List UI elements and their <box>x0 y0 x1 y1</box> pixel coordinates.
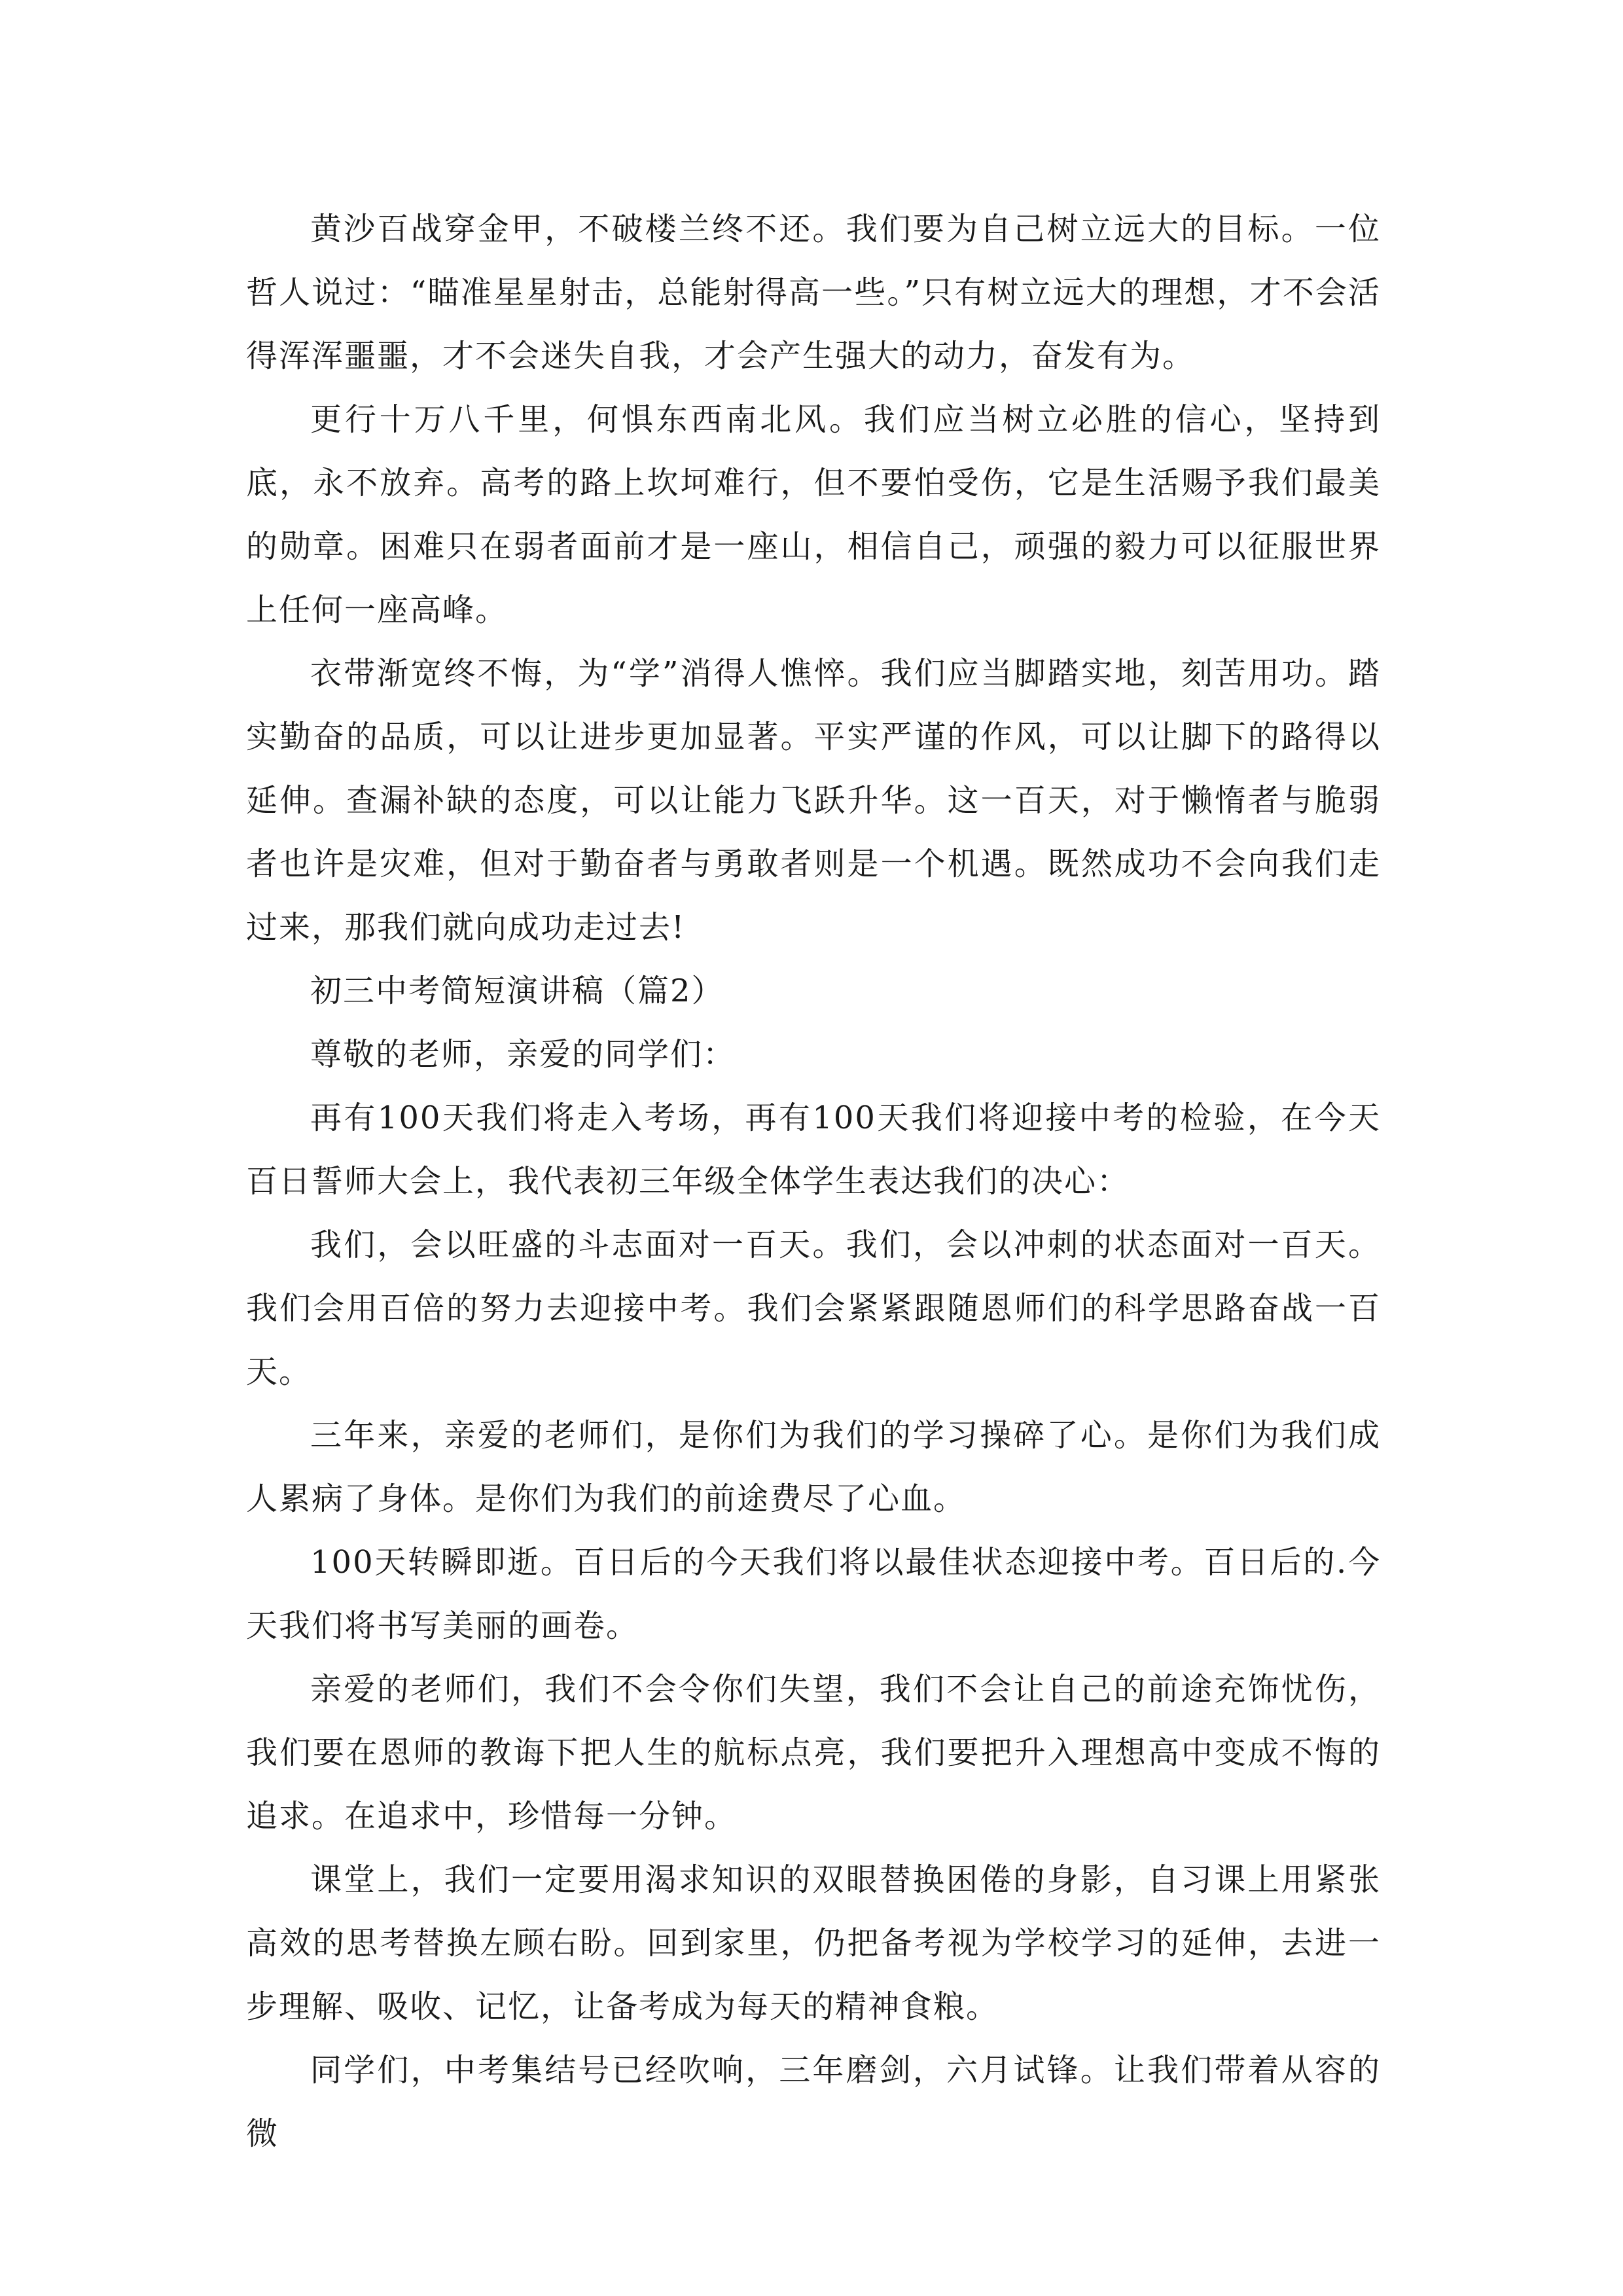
paragraph-6: 三年来，亲爱的老师们，是你们为我们的学习操碎了心。是你们为我们成人累病了身体。是你们为我们的前途费尽了心血。 <box>246 1417 1381 1517</box>
paragraph-4: 再有100天我们将走入考场，再有100天我们将迎接中考的检验，在今天百日誓师大会上，我代表初三年级全体学生表达我们的决心： <box>246 1100 1381 1200</box>
paragraph-1: 黄沙百战穿金甲，不破楼兰终不还。我们要为自己树立远大的目标。一位哲人说过：“瞄准星星射击，总能射得高一些。”只有树立远大的理想，才不会活得浑浑噩噩，才不会迷失自我，才会产生强大的动力，奋发有为。 <box>246 211 1381 374</box>
paragraph-5: 我们，会以旺盛的斗志面对一百天。我们，会以冲刺的状态面对一百天。我们会用百倍的努力去迎接中考。我们会紧紧跟随恩师们的科学思路奋战一百天。 <box>246 1227 1381 1390</box>
paragraph-2: 更行十万八千里，何惧东西南北风。我们应当树立必胜的信心，坚持到底，永不放弃。高考的路上坎坷难行，但不要怕受伤，它是生活赐予我们最美的勋章。困难只在弱者面前才是一座山，相信自己，顽强的毅力可以征服世界上任何一座高峰。 <box>246 401 1381 628</box>
section-title: 初三中考简短演讲稿（篇2） <box>310 973 724 1009</box>
salutation: 尊敬的老师，亲爱的同学们： <box>310 1036 736 1073</box>
paragraph-8: 亲爱的老师们，我们不会令你们失望，我们不会让自己的前途充饰忧伤，我们要在恩师的教诲下把人生的航标点亮，我们要把升入理想高中变成不悔的追求。在追求中，珍惜每一分钟。 <box>246 1671 1381 1835</box>
paragraph-10: 同学们，中考集结号已经吹响，三年磨剑，六月试锋。让我们带着从容的微 <box>246 2052 1381 2152</box>
document-body <box>246 198 1381 2166</box>
paragraph-7: 100天转瞬即逝。百日后的今天我们将以最佳状态迎接中考。百日后的.今天我们将书写美丽的画卷。 <box>246 1544 1381 1644</box>
paragraph-3: 衣带渐宽终不悔，为“学”消得人憔悴。我们应当脚踏实地，刻苦用功。踏实勤奋的品质，可以让进步更加显著。平实严谨的作风，可以让脚下的路得以延伸。查漏补缺的态度，可以让能力飞跃升华。这一百天，对于懒惰者与脆弱者也许是灾难，但对于勤奋者与勇敢者则是一个机遇。既然成功不会向我们走过来，那我们就向成功走过去! <box>246 655 1381 946</box>
paragraph-9: 课堂上，我们一定要用渴求知识的双眼替换困倦的身影，自习课上用紧张高效的思考替换左顾右盼。回到家里，仍把备考视为学校学习的延伸，去进一步理解、吸收、记忆，让备考成为每天的精神食粮。 <box>246 1861 1381 2025</box>
